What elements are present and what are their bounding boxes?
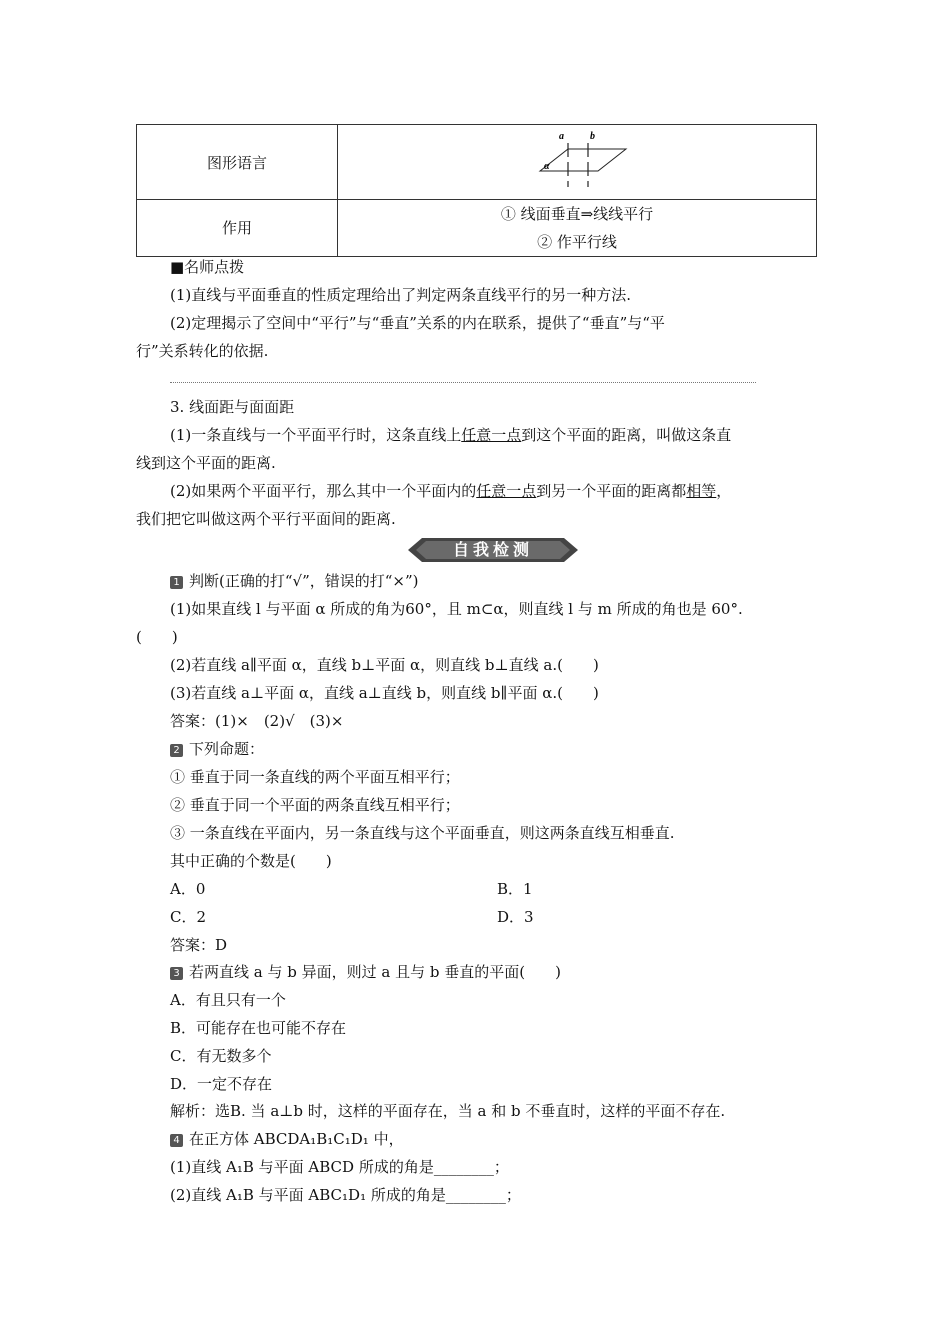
property-table bbox=[136, 124, 817, 257]
q2-answer: 答案：D bbox=[170, 936, 228, 954]
q2-option-a: A．0 bbox=[170, 880, 206, 898]
q2-option-d: D．3 bbox=[497, 908, 534, 926]
row-label-graphic: 图形语言 bbox=[137, 125, 338, 200]
q2-ask: 其中正确的个数是( ) bbox=[170, 852, 332, 870]
question-number-badge: 3 bbox=[170, 967, 183, 980]
text: 到另一个平面的距离都 bbox=[536, 482, 687, 500]
text: 到这个平面的距离，叫做这条直 bbox=[521, 426, 732, 444]
section3-title: 3. 线面距与面面距 bbox=[170, 398, 295, 416]
question-number-badge: 2 bbox=[170, 744, 183, 757]
text: 在正方体 ABCDA₁B₁C₁D₁ 中， bbox=[189, 1130, 404, 1148]
section3-p1-line2: 线到这个平面的距离. bbox=[136, 454, 276, 472]
section3-p1-line1 bbox=[170, 425, 731, 445]
plane-alpha bbox=[540, 149, 626, 171]
section3-p2-line1 bbox=[170, 481, 731, 501]
question-number-badge: 4 bbox=[170, 1134, 183, 1147]
q1-s3: (3)若直线 a⊥平面 α，直线 a⊥直线 b，则直线 b∥平面 α.( ) bbox=[170, 684, 599, 702]
underlined-term: 相等 bbox=[686, 482, 717, 500]
dotted-divider bbox=[170, 382, 756, 383]
q1-stem bbox=[170, 571, 419, 591]
self-check-banner bbox=[408, 536, 578, 564]
text: 若两直线 a 与 b 异面，则过 a 且与 b 垂直的平面( ) bbox=[189, 963, 561, 981]
q2-option-c: C．2 bbox=[170, 908, 207, 926]
parallel-lines-plane-figure bbox=[522, 129, 632, 195]
label-alpha: α bbox=[544, 161, 550, 172]
q1-s1-paren: ( ) bbox=[136, 628, 178, 646]
function-line-1: ① 线面垂直⇒线线平行 bbox=[500, 205, 654, 223]
label-a: a bbox=[559, 131, 564, 142]
tip-p2-line1: (2)定理揭示了空间中“平行”与“垂直”关系的内在联系，提供了“垂直”与“平 bbox=[170, 314, 665, 332]
q4-s2: (2)直线 A₁B 与平面 ABC₁D₁ 所成的角是________； bbox=[170, 1186, 521, 1204]
tip-p2-line2: 行”关系转化的依据. bbox=[136, 342, 269, 360]
figure-cell bbox=[338, 125, 817, 200]
q1-answer: 答案：(1)× (2)√ (3)× bbox=[170, 712, 344, 730]
q3-option-d: D．一定不存在 bbox=[170, 1075, 273, 1093]
text: ， bbox=[716, 482, 732, 500]
q3-option-b: B．可能存在也可能不存在 bbox=[170, 1019, 347, 1037]
q2-item1: ① 垂直于同一条直线的两个平面互相平行； bbox=[170, 768, 460, 786]
banner-title: 自我检测 bbox=[452, 540, 533, 559]
tip-heading: ■名师点拨 bbox=[170, 258, 245, 276]
text: (1)一条直线与一个平面平行时，这条直线上 bbox=[170, 426, 462, 444]
q4-stem bbox=[170, 1129, 404, 1149]
text: 下列命题： bbox=[189, 740, 265, 758]
tip-p1: (1)直线与平面垂直的性质定理给出了判定两条直线平行的另一种方法. bbox=[170, 286, 632, 304]
q1-s1: (1)如果直线 l 与平面 α 所成的角为60°，且 m⊂α，则直线 l 与 m 所成的角也是 60°. bbox=[170, 600, 743, 618]
function-cell bbox=[338, 200, 817, 257]
q3-option-c: C．有无数多个 bbox=[170, 1047, 272, 1065]
section3-p2-line2: 我们把它叫做这两个平行平面间的距离. bbox=[136, 510, 396, 528]
underlined-term: 任意一点 bbox=[476, 482, 537, 500]
q3-analysis: 解析：选B. 当 a⊥b 时，这样的平面存在，当 a 和 b 不垂直时，这样的平面不存在. bbox=[170, 1102, 726, 1120]
q1-s2: (2)若直线 a∥平面 α，直线 b⊥平面 α，则直线 b⊥直线 a.( ) bbox=[170, 656, 599, 674]
underlined-term: 任意一点 bbox=[461, 426, 522, 444]
text: 判断(正确的打“√”，错误的打“×”) bbox=[189, 572, 419, 590]
row-label-function: 作用 bbox=[137, 200, 338, 257]
q3-option-a: A．有且只有一个 bbox=[170, 991, 286, 1009]
function-line-2: ② 作平行线 bbox=[537, 233, 617, 251]
q2-stem bbox=[170, 739, 264, 759]
q2-item2: ② 垂直于同一个平面的两条直线互相平行； bbox=[170, 796, 460, 814]
q3-stem bbox=[170, 962, 561, 982]
q2-option-b: B．1 bbox=[497, 880, 533, 898]
question-number-badge: 1 bbox=[170, 576, 183, 589]
text: (2)如果两个平面平行，那么其中一个平面内的 bbox=[170, 482, 477, 500]
q4-s1: (1)直线 A₁B 与平面 ABCD 所成的角是________； bbox=[170, 1158, 509, 1176]
q2-item3: ③ 一条直线在平面内，另一条直线与这个平面垂直，则这两条直线互相垂直. bbox=[170, 824, 675, 842]
label-b: b bbox=[590, 131, 595, 142]
